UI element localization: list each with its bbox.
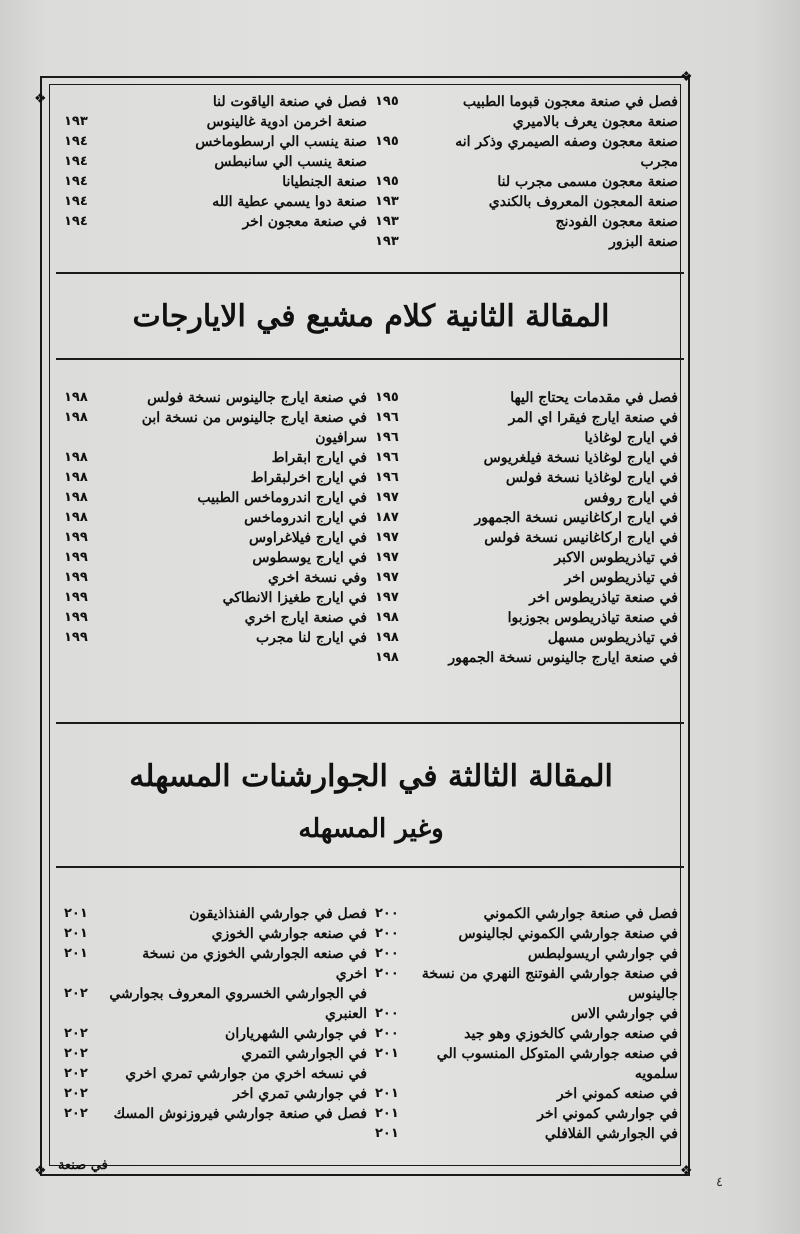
toc-entry-title: في صنعة معجون اخر	[242, 214, 367, 230]
toc-entry-page: ١٩٧	[375, 490, 399, 505]
toc-entry	[64, 1084, 367, 1104]
toc-entry-title: صنعة اخرمن ادوية غالينوس	[206, 114, 367, 130]
toc-entry	[64, 132, 367, 152]
toc-column-left	[60, 388, 371, 668]
toc-entry	[64, 1024, 367, 1044]
toc-entry-title: فصل في صنعة الياقوت لنا	[212, 94, 367, 110]
toc-entry	[375, 232, 678, 252]
toc-entry-page: ٢٠٠	[375, 946, 399, 961]
toc-entry	[375, 132, 678, 172]
toc-entry-title: في ايارج اركاغانيس نسخة الجمهور	[474, 510, 678, 526]
toc-entry-page: ١٩٨	[64, 510, 88, 525]
toc-entry-page: ٢٠٢	[64, 1026, 88, 1041]
toc-entry	[64, 628, 367, 648]
toc-entry-title: وفي نسخة اخري	[267, 570, 367, 586]
toc-entry-page: ١٨٧	[375, 510, 399, 525]
toc-entry	[64, 388, 367, 408]
toc-entry-page: ١٩٦	[375, 430, 399, 445]
toc-entry-title: صنعة المعجون المعروف بالكندي	[488, 194, 678, 210]
toc-entry-title: في صنعه جوارشي الخوزي	[211, 926, 367, 942]
toc-entry	[375, 548, 678, 568]
toc-entry-title: في صنعة ايارج فيقرا اي المر	[508, 410, 678, 426]
toc-entry-title: في ايارج فيلاغراوس	[248, 530, 367, 546]
toc-entry-page: ١٩٧	[375, 570, 399, 585]
toc-entry-title: في ايارج لنا مجرب	[255, 630, 367, 646]
toc-entry-title: في ايارج لوغاذيا	[584, 430, 678, 446]
toc-entry-page: ١٩٣	[64, 114, 88, 129]
toc-entry	[64, 448, 367, 468]
toc-entry-title: في نسخه اخري من جوارشي تمري اخري	[125, 1066, 367, 1082]
chapter-heading-2: المقالة الثانية كلام مشبع في الايارجات	[132, 299, 610, 334]
toc-entry	[64, 1064, 367, 1084]
toc-entry-page: ٢٠١	[64, 926, 88, 941]
toc-entry-title: في صنعة تياذريطوس بجوزبوا	[507, 610, 678, 626]
toc-entry	[64, 172, 367, 192]
toc-entry-page: ١٩٨	[64, 390, 88, 405]
toc-entry	[375, 448, 678, 468]
toc-entry-page: ١٩٧	[375, 550, 399, 565]
toc-entry	[64, 488, 367, 508]
section-divider	[56, 272, 684, 274]
toc-entry	[64, 528, 367, 548]
toc-entry-page: ١٩٦	[375, 410, 399, 425]
toc-entry	[64, 924, 367, 944]
toc-entry-page: ٢٠١	[64, 946, 88, 961]
toc-entry	[375, 628, 678, 648]
chapter-heading-3-line1: المقالة الثالثة في الجوارشنات المسهله	[129, 759, 613, 794]
toc-entry-title: في ايارج طغيزا الانطاكي	[222, 590, 367, 606]
toc-entry	[375, 944, 678, 964]
toc-entry-title: في جوارشي الشهرياران	[225, 1026, 367, 1042]
toc-entry-page: ٢٠٠	[375, 926, 399, 941]
toc-entry	[64, 408, 367, 448]
toc-entry	[64, 1044, 367, 1064]
toc-entry	[375, 92, 678, 112]
toc-entry	[375, 1104, 678, 1124]
toc-entry	[375, 1124, 678, 1144]
toc-entry	[375, 648, 678, 668]
toc-entry	[375, 212, 678, 232]
toc-entry	[64, 904, 367, 924]
toc-column-right	[371, 388, 682, 668]
toc-column-right	[371, 904, 682, 1144]
toc-entry-title: في جوارشي كموني اخر	[537, 1106, 678, 1122]
toc-entry	[375, 1004, 678, 1024]
toc-entry-title: في صنعة ايارج جالينوس من نسخة ابن سرافيون	[141, 410, 367, 446]
toc-entry-title: في تياذريطوس الاكبر	[554, 550, 678, 566]
toc-entry-page: ١٩٥	[375, 174, 399, 189]
toc-entry-title: في ايارج لوغاذيا نسخة فولس	[505, 470, 678, 486]
toc-entry-title: فصل في صنعة جوارشي الكموني	[483, 906, 678, 922]
toc-entry-title: صنعة الجنطيانا	[282, 174, 367, 190]
toc-entry-page: ١٩٥	[375, 94, 399, 109]
toc-column-right	[371, 92, 682, 252]
page-number: ٤	[716, 1175, 723, 1190]
toc-entry-page: ١٩٤	[64, 134, 88, 149]
toc-entry-title: في صنعه جوارشي كالخوزي وهو جيد	[464, 1026, 678, 1042]
toc-entry-page: ٢٠٢	[64, 1106, 88, 1121]
toc-section-b	[60, 388, 682, 668]
toc-entry-title: فصل في صنعة جوارشي فيروزنوش المسك	[113, 1106, 367, 1122]
toc-entry-page: ١٩٩	[64, 610, 88, 625]
toc-section-a	[60, 92, 682, 252]
toc-entry	[64, 548, 367, 568]
toc-entry	[375, 468, 678, 488]
toc-entry	[375, 408, 678, 428]
toc-entry-title: في صنعه جوارشي المتوكل المنسوب الي سلمويه	[436, 1046, 678, 1082]
toc-entry-page: ٢٠١	[64, 906, 88, 921]
toc-entry	[64, 112, 367, 132]
corner-ornament: ❖	[34, 1163, 47, 1179]
toc-entry	[375, 1024, 678, 1044]
corner-ornament: ❖	[680, 69, 693, 85]
toc-entry	[375, 192, 678, 212]
toc-entry-title: صنعة معجون الفودنج	[555, 214, 678, 230]
toc-entry-title: في الجوارشي التمري	[241, 1046, 367, 1062]
toc-entry	[375, 1084, 678, 1104]
chapter-heading-3-line2: وغير المسهله	[298, 814, 444, 844]
toc-entry-page: ١٩٩	[64, 630, 88, 645]
toc-entry-page: ١٩٨	[64, 410, 88, 425]
toc-entry-page: ١٩٩	[64, 550, 88, 565]
toc-entry-page: ٢٠٢	[64, 1066, 88, 1081]
toc-entry-title: فصل في جوارشي الفنذاذيقون	[189, 906, 367, 922]
toc-entry	[64, 152, 367, 172]
toc-entry-page: ١٩٥	[375, 390, 399, 405]
toc-entry-page: ١٩٤	[64, 214, 88, 229]
toc-entry-title: صنعة معجون وصفه الصيمري وذكر انه مجرب	[455, 134, 678, 170]
corner-ornament: ❖	[34, 91, 47, 107]
toc-entry	[375, 528, 678, 548]
toc-section-c	[60, 904, 682, 1144]
toc-entry	[64, 212, 367, 232]
toc-entry-page: ٢٠١	[375, 1046, 399, 1061]
toc-entry	[375, 428, 678, 448]
toc-entry-title: في صنعة تياذريطوس اخر	[529, 590, 678, 606]
toc-entry-title: في ايارج اخرلبقراط	[250, 470, 367, 486]
toc-entry	[375, 904, 678, 924]
toc-entry-page: ٢٠٢	[64, 986, 88, 1001]
toc-entry-title: صنعة البزور	[609, 234, 678, 250]
toc-entry-page: ٢٠٢	[64, 1046, 88, 1061]
toc-entry	[375, 508, 678, 528]
toc-entry-page: ١٩٨	[375, 630, 399, 645]
toc-entry-page: ٢٠٢	[64, 1086, 88, 1101]
toc-entry-title: في ايارج اركاغانيس نسخة فولس	[484, 530, 678, 546]
toc-entry-title: في صنعة ايارج جالينوس نسخة الجمهور	[448, 650, 678, 666]
toc-entry-title: في ايارج روفس	[583, 490, 678, 506]
toc-entry-page: ٢٠٠	[375, 1006, 399, 1021]
toc-entry-page: ١٩٣	[375, 234, 399, 249]
toc-entry-page: ١٩٨	[64, 450, 88, 465]
toc-entry	[375, 568, 678, 588]
toc-entry	[64, 92, 367, 112]
toc-entry-title: في تياذريطوس اخر	[564, 570, 678, 586]
toc-entry-page: ٢٠١	[375, 1126, 399, 1141]
toc-entry-page: ١٩٩	[64, 570, 88, 585]
toc-entry-title: في الجوارشي الخسروي المعروف بجوارشي العنبري	[109, 986, 367, 1022]
toc-entry-title: في صنعة جوارشي الفوتنج النهري من نسخة جالينوس	[421, 966, 678, 1002]
toc-entry-title: في ايارج ابقراط	[271, 450, 367, 466]
toc-entry-page: ١٩٩	[64, 590, 88, 605]
toc-entry-title: في الجوارشي الفلافلي	[544, 1126, 678, 1142]
toc-entry-title: في جوارشي الاس	[570, 1006, 678, 1022]
toc-entry-page: ٢٠٠	[375, 966, 399, 981]
toc-entry-page: ١٩٩	[64, 530, 88, 545]
toc-entry	[375, 964, 678, 1004]
toc-entry-page: ١٩٤	[64, 174, 88, 189]
toc-entry-page: ١٩٥	[375, 134, 399, 149]
toc-entry	[64, 192, 367, 212]
toc-entry	[64, 468, 367, 488]
toc-entry	[64, 1104, 367, 1124]
toc-entry	[64, 508, 367, 528]
section-divider	[56, 358, 684, 360]
toc-entry-title: في صنعه الجوارشي الخوزي من نسخة اخري	[142, 946, 367, 982]
catchword: في صنعة	[58, 1158, 108, 1173]
toc-entry-page: ١٩٣	[375, 194, 399, 209]
toc-entry	[64, 588, 367, 608]
toc-entry-title: في ايارج يوسطوس	[252, 550, 367, 566]
toc-entry-title: في صنعه كموني اخر	[556, 1086, 678, 1102]
toc-entry	[375, 112, 678, 132]
toc-entry-title: صنعة معجون مسمى مجرب لنا	[497, 174, 678, 190]
toc-entry	[375, 172, 678, 192]
corner-ornament: ❖	[680, 1163, 693, 1179]
toc-entry	[64, 984, 367, 1024]
toc-entry-page: ١٩٧	[375, 590, 399, 605]
toc-entry-page: ١٩٤	[64, 194, 88, 209]
toc-entry-page: ١٩٨	[375, 650, 399, 665]
toc-entry-page: ١٩٨	[64, 490, 88, 505]
toc-entry-title: في ايارج اندروماخس	[244, 510, 367, 526]
toc-entry	[64, 944, 367, 984]
toc-entry-page: ٢٠٠	[375, 906, 399, 921]
toc-entry-page: ١٩٨	[375, 610, 399, 625]
toc-entry-title: فصل في مقدمات يحتاج اليها	[510, 390, 678, 406]
toc-entry-title: في تياذريطوس مسهل	[547, 630, 678, 646]
toc-entry-page: ٢٠٠	[375, 1026, 399, 1041]
toc-entry	[64, 608, 367, 628]
toc-entry-title: صنعة ينسب الي سانبطس	[214, 154, 367, 170]
toc-entry-title: صنعة دوا يسمي عطية الله	[212, 194, 367, 210]
toc-entry-page: ١٩٨	[64, 470, 88, 485]
toc-entry-page: ١٩٦	[375, 450, 399, 465]
toc-entry	[375, 924, 678, 944]
toc-entry-title: في جوارشي تمري اخر	[233, 1086, 367, 1102]
toc-entry-title: في جوارشي اريسولبطس	[527, 946, 678, 962]
toc-entry	[375, 388, 678, 408]
toc-entry-title: صنعة معجون يعرف بالاميري	[512, 114, 678, 130]
toc-entry	[375, 1044, 678, 1084]
toc-entry-title: في صنعة ايارج جالينوس نسخة فولس	[147, 390, 367, 406]
toc-column-left	[60, 904, 371, 1144]
toc-entry-title: في ايارج لوغاذيا نسخة فيلغريوس	[483, 450, 678, 466]
toc-entry-title: في ايارج اندروماخس الطبيب	[197, 490, 367, 506]
section-divider	[56, 722, 684, 724]
section-divider	[56, 866, 684, 868]
toc-entry	[64, 568, 367, 588]
toc-entry-title: في صنعة ايارج اخري	[244, 610, 367, 626]
toc-entry-page: ٢٠١	[375, 1106, 399, 1121]
toc-entry-page: ١٩٣	[375, 214, 399, 229]
toc-entry-page: ٢٠١	[375, 1086, 399, 1101]
toc-entry-page: ١٩٦	[375, 470, 399, 485]
toc-entry-title: فصل في صنعة معجون قبوما الطبيب	[462, 94, 678, 110]
toc-entry-page: ١٩٤	[64, 154, 88, 169]
toc-entry-title: صنة ينسب الي ارسطوماخس	[195, 134, 367, 150]
toc-entry	[375, 608, 678, 628]
toc-column-left	[60, 92, 371, 252]
toc-entry-page: ١٩٧	[375, 530, 399, 545]
toc-entry-title: في صنعة جوارشي الكموني لجالينوس	[458, 926, 678, 942]
toc-entry	[375, 588, 678, 608]
toc-entry	[375, 488, 678, 508]
